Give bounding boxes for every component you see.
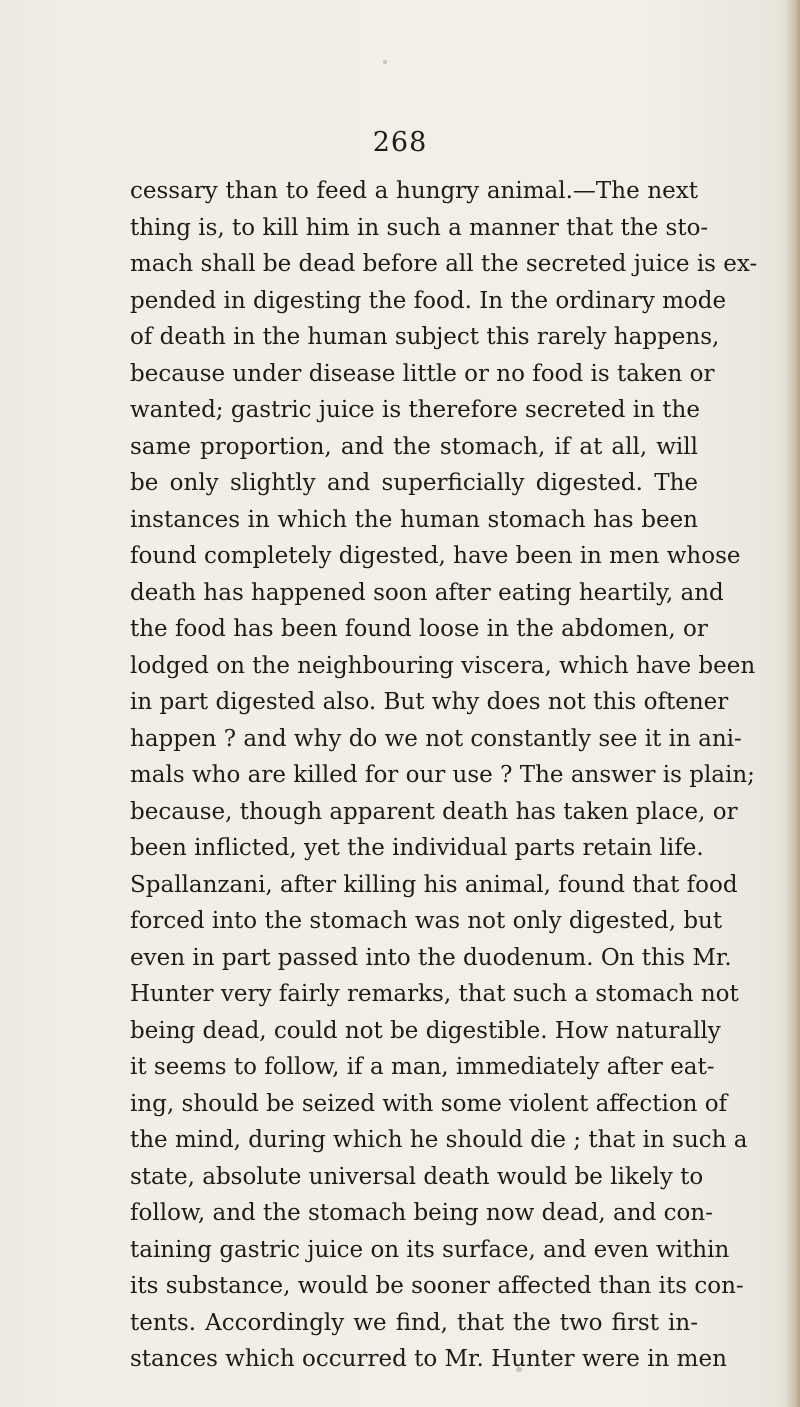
- text-line: mach shall be dead before all the secreted juice is ex-: [130, 251, 758, 277]
- text-line: it seems to follow, if a man, immediately after eat-: [130, 1054, 715, 1080]
- text-line: found completely digested, have been in men whose: [130, 543, 741, 569]
- text-line: stances which occurred to Mr. Hunter were in men: [130, 1346, 727, 1372]
- text-line: Spallanzani, after killing his animal, found that food: [130, 871, 738, 898]
- text-line: pended in digesting the food. In the ordinary mode: [130, 287, 727, 314]
- page-edge-shadow: [786, 0, 800, 1407]
- text-line: state, absolute universal death would be likely to: [130, 1163, 704, 1190]
- text-line: cessary than to feed a hungry animal.—The next: [130, 178, 698, 204]
- text-line: the food has been found loose in the abdomen, or: [130, 616, 708, 642]
- paper-speck: [383, 60, 387, 64]
- text-line: even in part passed into the duodenum. On this Mr.: [130, 944, 732, 971]
- text-line: because under disease little or no food is taken or: [130, 360, 715, 387]
- text-line: the mind, during which he should die ; that in such a: [130, 1127, 748, 1153]
- body-text: [130, 173, 758, 1378]
- text-line: taining gastric juice on its surface, and even within: [130, 1236, 730, 1263]
- text-line: death has happened soon after eating heartily, and: [130, 579, 724, 606]
- text-line: be only slightly and superficially digested. The: [130, 470, 698, 496]
- text-line: been inflicted, yet the individual parts retain life.: [130, 835, 704, 861]
- text-line: thing is, to kill him in such a manner that the sto-: [130, 214, 709, 241]
- text-line: follow, and the stomach being now dead, and con-: [130, 1200, 713, 1226]
- text-line: forced into the stomach was not only digested, but: [130, 908, 723, 934]
- text-line: because, though apparent death has taken place, or: [130, 798, 738, 825]
- text-line: its substance, would be sooner affected than its con-: [130, 1273, 744, 1299]
- page-number: 268: [372, 127, 428, 158]
- text-line: tents. Accordingly we find, that the two first in-: [130, 1309, 698, 1336]
- text-line: same proportion, and the stomach, if at all, will: [130, 433, 698, 460]
- text-line: ing, should be seized with some violent affection of: [130, 1090, 728, 1117]
- text-line: Hunter very fairly remarks, that such a stomach not: [130, 981, 739, 1007]
- text-line: being dead, could not be digestible. How naturally: [130, 1017, 721, 1044]
- text-line: mals who are killed for our use ? The answer is plain;: [130, 762, 755, 788]
- text-line: instances in which the human stomach has been: [130, 506, 698, 533]
- text-line: of death in the human subject this rarely happens,: [130, 324, 720, 350]
- text-line: in part digested also. But why does not this oftener: [130, 689, 729, 715]
- text-line: wanted; gastric juice is therefore secreted in the: [130, 397, 700, 423]
- text-line: lodged on the neighbouring viscera, which have been: [130, 652, 756, 679]
- text-line: happen ? and why do we not constantly see it in ani-: [130, 725, 742, 752]
